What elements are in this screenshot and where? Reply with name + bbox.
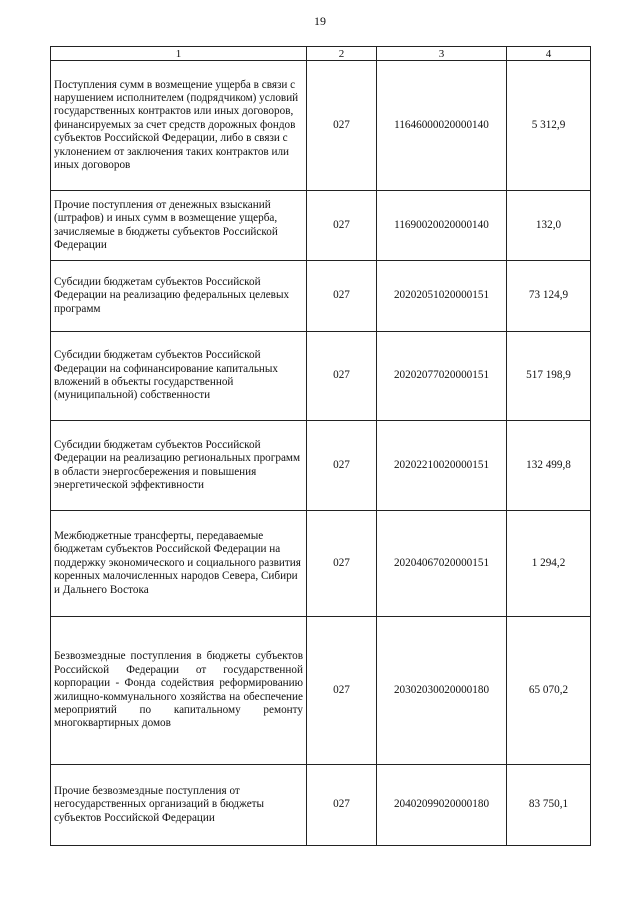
table-row <box>51 511 591 617</box>
budget-classification-code: 20402099020000180 <box>377 765 507 846</box>
income-name: Субсидии бюджетам субъектов Российской Федерации на софинансирование капитальных вложений в объекты государственной (муниципальной) собственности <box>51 332 307 421</box>
budget-classification-code: 11646000020000140 <box>377 61 507 191</box>
admin-code: 027 <box>307 191 377 261</box>
table-header-row <box>51 47 591 61</box>
amount: 132 499,8 <box>507 421 591 511</box>
column-header: 3 <box>377 47 507 61</box>
admin-code: 027 <box>307 421 377 511</box>
admin-code: 027 <box>307 61 377 191</box>
table-row <box>51 617 591 765</box>
table-row <box>51 61 591 191</box>
amount: 132,0 <box>507 191 591 261</box>
amount: 73 124,9 <box>507 261 591 332</box>
column-header: 4 <box>507 47 591 61</box>
column-header: 2 <box>307 47 377 61</box>
table-row <box>51 191 591 261</box>
budget-classification-code: 20202051020000151 <box>377 261 507 332</box>
table-row <box>51 765 591 846</box>
table-row <box>51 332 591 421</box>
admin-code: 027 <box>307 617 377 765</box>
income-name: Субсидии бюджетам субъектов Российской Федерации на реализацию федеральных целевых программ <box>51 261 307 332</box>
budget-classification-code: 20302030020000180 <box>377 617 507 765</box>
column-header: 1 <box>51 47 307 61</box>
income-name: Безвозмездные поступления в бюджеты субъектов Российской Федерации от государственной корпорации - Фонда содействия реформированию жилищно-коммунального хозяйства на обеспечение мероприятий по капитальному ремонту многоквартирных домов <box>51 617 307 765</box>
amount: 517 198,9 <box>507 332 591 421</box>
income-name: Прочие безвозмездные поступления от негосударственных организаций в бюджеты субъектов Российской Федерации <box>51 765 307 846</box>
table-row <box>51 261 591 332</box>
page-number: 19 <box>314 14 326 28</box>
amount: 5 312,9 <box>507 61 591 191</box>
budget-classification-code: 20202210020000151 <box>377 421 507 511</box>
budget-classification-code: 20202077020000151 <box>377 332 507 421</box>
table-row <box>51 421 591 511</box>
amount: 65 070,2 <box>507 617 591 765</box>
admin-code: 027 <box>307 261 377 332</box>
admin-code: 027 <box>307 332 377 421</box>
amount: 83 750,1 <box>507 765 591 846</box>
admin-code: 027 <box>307 511 377 617</box>
income-name: Прочие поступления от денежных взысканий (штрафов) и иных сумм в возмещение ущерба, зачисляемые в бюджеты субъектов Российской Федерации <box>51 191 307 261</box>
income-name: Поступления сумм в возмещение ущерба в связи с нарушением исполнителем (подрядчиком) условий государственных контрактов или иных договоров, финансируемых за счет средств дорожных фондов субъектов Российской Федерации, либо в связи с уклонением от заключения таких контрактов или иных договоров <box>51 61 307 191</box>
amount: 1 294,2 <box>507 511 591 617</box>
income-name: Субсидии бюджетам субъектов Российской Федерации на реализацию региональных программ в области энергосбережения и повышения энергетической эффективности <box>51 421 307 511</box>
income-name: Межбюджетные трансферты, передаваемые бюджетам субъектов Российской Федерации на поддержку экономического и социального развития коренных малочисленных народов Севера, Сибири и Дальнего Востока <box>51 511 307 617</box>
budget-classification-code: 11690020020000140 <box>377 191 507 261</box>
revenue-table <box>50 46 591 846</box>
admin-code: 027 <box>307 765 377 846</box>
budget-classification-code: 20204067020000151 <box>377 511 507 617</box>
